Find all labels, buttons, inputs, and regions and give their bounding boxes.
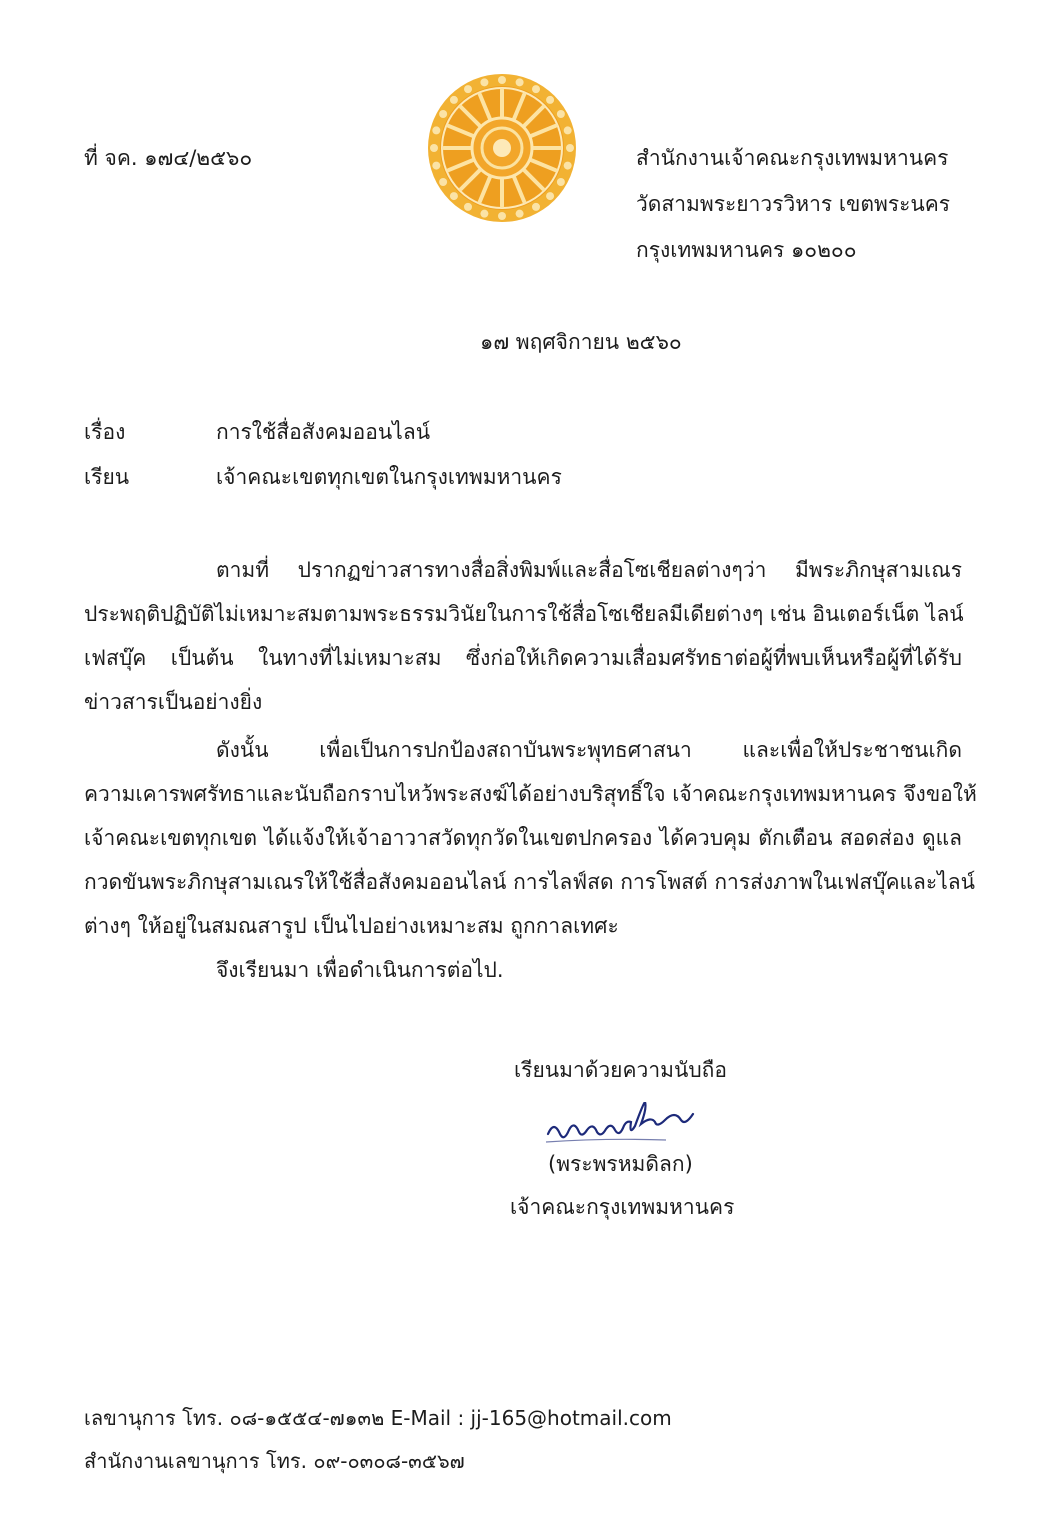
body-paragraph-1 bbox=[84, 548, 962, 724]
signer-position: เจ้าคณะกรุงเทพมหานคร bbox=[510, 1195, 735, 1219]
body-line: เจ้าคณะเขตทุกเขต ได้แจ้งให้เจ้าอาวาสวัดทุกวัดในเขตปกครอง ได้ควบคุม ตักเตือน สอดส่อง ดูแล bbox=[84, 826, 962, 850]
office-line-3: กรุงเทพมหานคร ๑๐๒๐๐ bbox=[636, 238, 857, 262]
emblem-tooth bbox=[566, 144, 574, 152]
emblem-tooth bbox=[564, 162, 572, 170]
reference-number: ที่ จค. ๑๗๔/๒๕๖๐ bbox=[84, 146, 253, 170]
emblem-tooth bbox=[439, 178, 447, 186]
signer-name: (พระพรหมดิลก) bbox=[548, 1152, 693, 1176]
emblem-tooth bbox=[546, 96, 554, 104]
recipient-label: เรียน bbox=[84, 465, 130, 489]
salutation: เรียนมาด้วยความนับถือ bbox=[514, 1058, 727, 1082]
emblem-tooth bbox=[498, 212, 506, 220]
body-line: ความเคารพศรัทธาและนับถือกราบไหว้พระสงฆ์ได้อย่างบริสุทธิ์ใจ เจ้าคณะกรุงเทพมหานคร จึงขอให้ bbox=[84, 782, 977, 806]
emblem-tooth bbox=[532, 203, 540, 211]
footer-secretary-office: สำนักงานเลขานุการ โทร. ๐๙-๐๓๐๘-๓๕๖๗ bbox=[84, 1449, 465, 1473]
subject-value: การใช้สื่อสังคมออนไลน์ bbox=[216, 420, 431, 444]
emblem-tooth bbox=[516, 78, 524, 86]
body-line: กวดขันพระภิกษุสามเณรให้ใช้สื่อสังคมออนไลน์ การไลฟ์สด การโพสต์ การส่งภาพในเฟสบุ๊คและไลน์ bbox=[84, 870, 975, 894]
emblem-tooth bbox=[432, 162, 440, 170]
body-line: ประพฤติปฏิบัติไม่เหมาะสมตามพระธรรมวินัยในการใช้สื่อโซเชียลมีเดียต่างๆ เช่น อินเตอร์เน็ต ไลน์ bbox=[84, 602, 964, 626]
handwritten-signature bbox=[540, 1102, 730, 1152]
emblem-tooth bbox=[557, 110, 565, 118]
body-line: ต่างๆ ให้อยู่ในสมณสารูป เป็นไปอย่างเหมาะสม ถูกกาลเทศะ bbox=[84, 914, 619, 938]
emblem-tooth bbox=[430, 144, 438, 152]
body-paragraph-2 bbox=[84, 728, 977, 992]
body-line: ดังนั้น เพื่อเป็นการปกป้องสถาบันพระพุทธศาสนา และเพื่อให้ประชาชนเกิด bbox=[216, 738, 962, 762]
closing-line: จึงเรียนมา เพื่อดำเนินการต่อไป. bbox=[216, 958, 504, 982]
emblem-tooth bbox=[532, 85, 540, 93]
footer-secretary-contact: เลขานุการ โทร. ๐๘-๑๕๕๔-๗๑๓๒ E-Mail : jj-165@hotmail.com bbox=[84, 1406, 672, 1430]
body-line: ข่าวสารเป็นอย่างยิ่ง bbox=[84, 690, 263, 714]
office-line-1: สำนักงานเจ้าคณะกรุงเทพมหานคร bbox=[636, 146, 949, 170]
emblem-tooth bbox=[464, 85, 472, 93]
body-line: ตามที่ ปรากฏข่าวสารทางสื่อสิ่งพิมพ์และสื่อโซเชียลต่างๆว่า มีพระภิกษุสามเณร bbox=[216, 558, 962, 582]
emblem-tooth bbox=[498, 76, 506, 84]
emblem-tooth bbox=[557, 178, 565, 186]
letter-date: ๑๗ พฤศจิกายน ๒๕๖๐ bbox=[480, 330, 682, 354]
emblem-tooth bbox=[480, 78, 488, 86]
emblem-tooth bbox=[564, 126, 572, 134]
emblem-tooth bbox=[439, 110, 447, 118]
emblem-tooth bbox=[432, 126, 440, 134]
recipient-value: เจ้าคณะเขตทุกเขตในกรุงเทพมหานคร bbox=[216, 465, 562, 489]
office-line-2: วัดสามพระยาวรวิหาร เขตพระนคร bbox=[636, 192, 951, 216]
emblem-tooth bbox=[546, 192, 554, 200]
dharmachakra-emblem-icon bbox=[426, 72, 578, 224]
emblem-tooth bbox=[480, 210, 488, 218]
emblem-tooth bbox=[450, 192, 458, 200]
emblem-tooth bbox=[450, 96, 458, 104]
body-line: เฟสบุ๊ค เป็นต้น ในทางที่ไม่เหมาะสม ซึ่งก่อให้เกิดความเสื่อมศรัทธาต่อผู้ที่พบเห็นหรือผู้ที่ได้รับ bbox=[84, 646, 962, 670]
subject-label: เรื่อง bbox=[84, 420, 126, 444]
emblem-tooth bbox=[464, 203, 472, 211]
emblem-tooth bbox=[516, 210, 524, 218]
